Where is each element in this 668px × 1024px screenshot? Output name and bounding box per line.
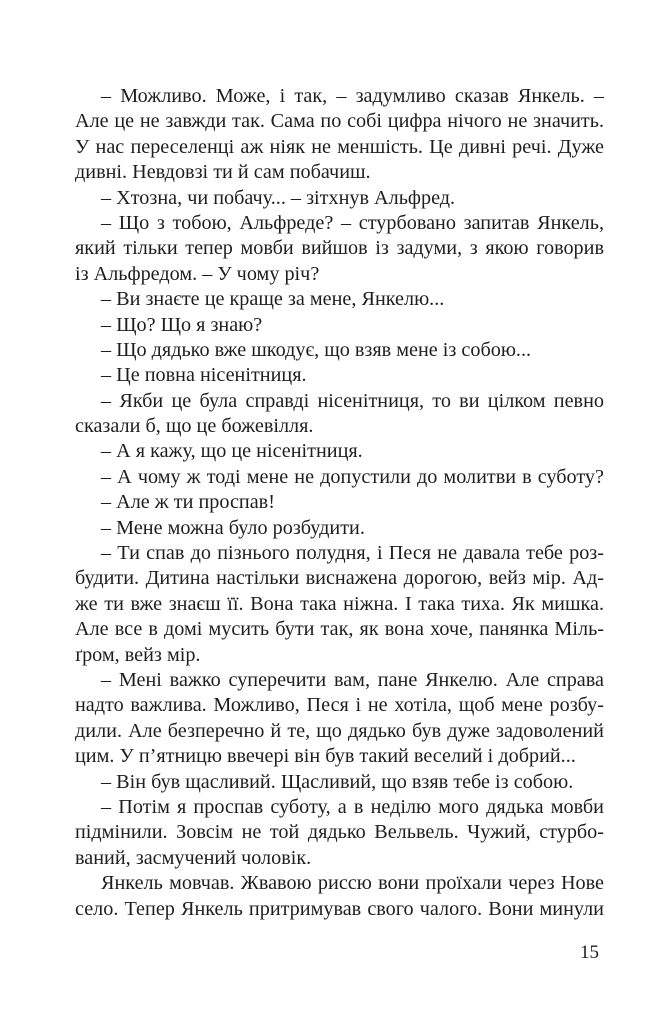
text-line: – Що? Що я знаю? (101, 313, 263, 336)
text-line: підмінили. Зовсім не той дядько Вельвель. Чужий, стурбо- (75, 821, 604, 844)
text-line: сказали б, що це божевілля. (75, 415, 314, 438)
book-page-body (75, 84, 604, 922)
text-line: – Що дядько вже шкодує, що взяв мене із собою... (101, 338, 532, 361)
text-line: дивні. Невдовзі ти й сам побачиш. (75, 161, 371, 184)
text-line: – Що з тобою, Альфреде? – стурбовано запитав Янкель, (101, 211, 604, 234)
text-line: ґром, вейз мір. (75, 643, 201, 666)
text-line: будити. Дитина настільки виснажена дорогою, вейз мір. Ад- (75, 567, 604, 590)
text-line: – Ви знаєте це краще за мене, Янкелю... (101, 288, 445, 311)
text-line: який тільки тепер мовби вийшов із задуми, з якою говорив (75, 237, 604, 260)
text-line: – Можливо. Може, і так, – задумливо сказав Янкель. – (101, 85, 604, 107)
text-line: – Але ж ти проспав! (101, 491, 275, 514)
text-line: ваний, засмучений чоловік. (75, 846, 312, 869)
text-line: – А я кажу, що це нісенітниця. (101, 440, 363, 463)
text-line: дили. Але безперечно й те, що дядько був дуже задоволений (75, 719, 604, 742)
text-line: – Хтозна, чи побачу... – зітхнув Альфред. (101, 186, 456, 209)
text-line: Але це не завжди так. Сама по собі цифра нічого не значить. (75, 110, 604, 133)
text-line: У нас переселенці аж ніяк не меншість. Це дивні речі. Дуже (75, 135, 604, 158)
text-line: село. Тепер Янкель притримував свого чалого. Вони минули (75, 897, 604, 920)
text-line: – Він був щасливий. Щасливий, що взяв тебе із собою. (101, 770, 574, 793)
text-line: – Мені важко суперечити вам, пане Янкелю. Але справа (101, 668, 604, 691)
text-line: – Мене можна було розбудити. (101, 516, 365, 539)
text-line: цим. У п’ятницю ввечері він був такий веселий і добрий... (75, 745, 576, 768)
text-line: Але все в домі мусить бути так, як вона хоче, панянка Міль- (75, 618, 604, 641)
page-number: 15 (580, 942, 599, 963)
text-line: – А чому ж тоді мене не допустили до молитви в суботу? (101, 465, 604, 488)
text-line: – Ти спав до пізнього полудня, і Песя не давала тебе роз- (101, 542, 604, 565)
text-line: надто важлива. Можливо, Песя і не хотіла, щоб мене розбу- (75, 694, 604, 717)
text-line: Янкель мовчав. Жвавою риссю вони проїхали через Нове (101, 872, 604, 895)
text-line: – Це повна нісенітниця. (101, 364, 307, 387)
text-line: – Якби це була справді нісенітниця, то ви цілком певно (101, 389, 604, 412)
text-line: же ти вже знаєш її. Вона така ніжна. І така тиха. Як мишка. (75, 592, 604, 615)
text-line: – Потім я проспав суботу, а в неділю мого дядька мовби (101, 795, 604, 818)
text-line: із Альфредом. – У чому річ? (75, 262, 320, 285)
